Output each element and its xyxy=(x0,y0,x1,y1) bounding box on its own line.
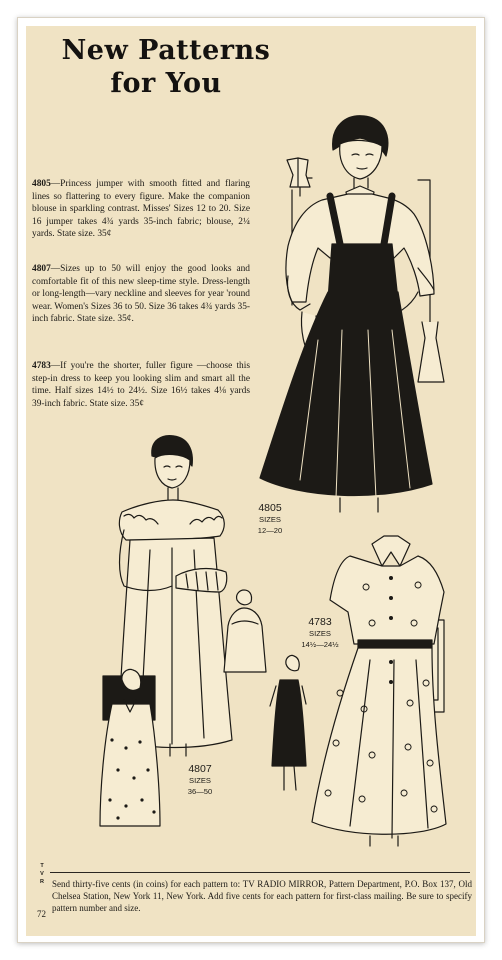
label-sizes-word: SIZES xyxy=(309,629,331,638)
title-line-2: for You xyxy=(110,68,222,99)
label-number: 4783 xyxy=(308,616,332,628)
label-sizes: 12—20 xyxy=(257,526,283,535)
pattern-number: 4783 xyxy=(32,361,51,371)
label-4807 xyxy=(180,764,220,797)
pattern-text: —Princess jumper with smooth fitted and flaring lines so flattering to every figure. Make the companion blouse in sparkling contrast. Misses' Sizes 12 to 20. Size 16 jumper takes 4¾ yards 35-inch fabric; blouse, 2¼ yards. State size. 35¢ xyxy=(32,179,250,240)
jumper-figure-illustration xyxy=(260,116,444,512)
label-number: 4805 xyxy=(258,502,282,514)
magazine-initials: T V R xyxy=(40,863,44,885)
pattern-number: 4805 xyxy=(32,179,51,189)
small-dress-back-sketch xyxy=(270,655,306,790)
label-number: 4807 xyxy=(188,763,212,775)
label-4783 xyxy=(292,617,348,650)
label-sizes: 36—50 xyxy=(187,787,213,796)
pattern-number: 4807 xyxy=(32,264,51,274)
label-sizes-word: SIZES xyxy=(259,515,281,524)
pattern-text: —Sizes up to 50 will enjoy the good looks and comfortable fit of this new sleep-time style. Dress-length or long-length—vary neckline and sleeves for year 'round wear. Women's Sizes 36 to 50. Size 36 takes 4¾ yards 35-inch fabric. State size. 35¢. xyxy=(32,264,250,325)
title-line-1: New Patterns xyxy=(61,35,271,66)
footer-rule xyxy=(50,872,470,873)
page-number: 72 xyxy=(37,909,46,919)
label-sizes: 14½—24½ xyxy=(301,640,339,649)
small-gown-sketch xyxy=(224,590,266,672)
shirtwaist-figure-illustration xyxy=(312,536,446,846)
pattern-text: —If you're the shorter, fuller figure —choose this step-in dress to keep you looking slim and smart all the time. Half sizes 14½ to 24½. Size 16½ takes 4⅛ yards 39-inch fabric. State size. 35¢ xyxy=(32,361,250,409)
label-sizes-word: SIZES xyxy=(189,776,211,785)
ordering-instructions: Send thirty-five cents (in coins) for each pattern to: TV RADIO MIRROR, Pattern Department, P.O. Box 137, Old Chelsea Station, New York 11, New York. Add five cents for each pattern for first-class mailing. Be sure to specify pattern number and size. xyxy=(52,879,472,913)
robe-figure-illustration xyxy=(100,669,160,826)
label-4805 xyxy=(250,503,290,536)
